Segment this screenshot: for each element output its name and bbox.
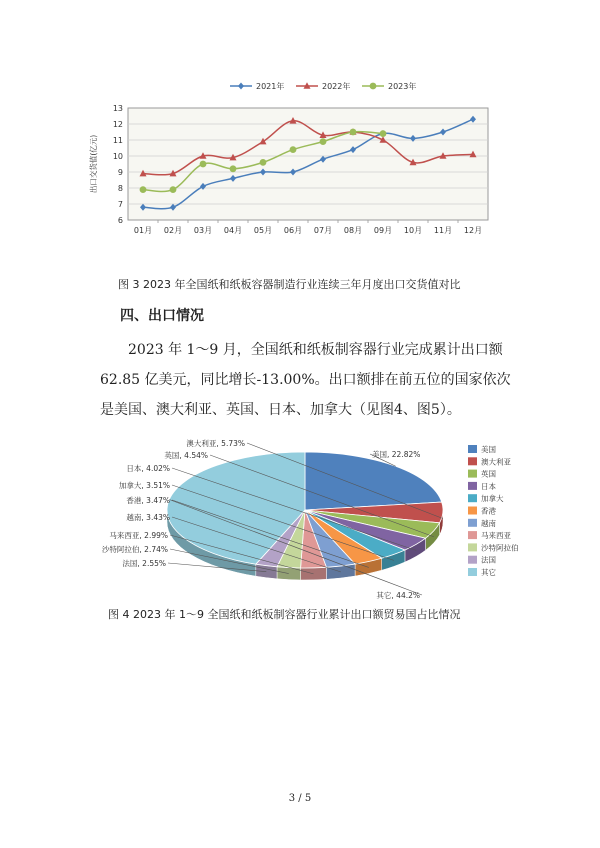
y-tick-label: 9 [117,168,123,177]
legend-label: 沙特阿拉伯 [481,543,519,553]
section-heading: 四、出口情况 [120,308,204,324]
x-tick-label: 01月 [133,226,153,235]
pie-data-label: 英国, 4.54% [164,451,208,460]
y-tick-label: 13 [112,104,123,113]
legend-swatch [468,543,477,551]
data-point [320,138,327,145]
pie-data-label: 越南, 3.43% [126,513,170,522]
legend-label: 越南 [481,518,496,528]
legend-label: 2021年 [256,82,285,91]
paragraph-line-2: 62.85 亿美元，同比增长-13.00%。出口额排在前五位的国家依次 [100,372,511,388]
pie-data-label: 马来西亚, 2.99% [109,531,168,540]
data-point [200,161,207,168]
pie-data-label: 其它, 44.2% [376,591,420,600]
data-point [380,130,387,137]
legend-label: 香港 [481,506,496,516]
paragraph-line-3: 是美国、澳大利亚、英国、日本、加拿大（见图4、图5）。 [100,402,461,418]
y-tick-label: 6 [117,216,123,225]
pie-data-label: 日本, 4.02% [126,464,170,473]
legend-marker [238,83,244,90]
x-tick-label: 02月 [163,226,183,235]
x-tick-label: 03月 [193,226,213,235]
legend-label: 2022年 [322,82,351,91]
legend-swatch [468,531,477,539]
data-point [140,186,147,193]
x-tick-label: 09月 [373,226,393,235]
y-tick-label: 11 [112,136,123,145]
legend-label: 英国 [481,469,496,479]
data-point [350,129,357,136]
data-point [260,159,267,166]
legend-swatch [468,568,477,576]
legend-label: 法国 [481,555,496,565]
figure4-caption: 图 4 2023 年 1～9 全国纸和纸板制容器行业累计出口额贸易国占比情况 [108,608,461,621]
x-tick-label: 07月 [313,226,333,235]
y-tick-label: 10 [112,152,123,161]
y-tick-label: 8 [117,184,123,193]
pie-chart [101,439,570,600]
pie-slice-side-沙特阿拉伯 [277,567,301,580]
legend-label: 日本 [481,481,496,491]
y-tick-label: 12 [112,120,123,129]
legend-swatch [468,507,477,515]
pie-slice-美国 [305,452,442,510]
legend-swatch [468,457,477,465]
legend-label: 其它 [481,568,496,577]
plot-area [128,108,488,220]
pie-data-label: 法国, 2.55% [122,559,166,568]
legend-swatch [468,445,477,453]
legend-label: 加拿大 [481,494,504,504]
x-tick-label: 05月 [253,226,273,235]
legend-swatch [468,482,477,490]
legend-label: 澳大利亚 [481,457,511,467]
legend-label: 马来西亚 [481,531,511,541]
legend-label: 2023年 [388,82,417,91]
x-tick-label: 12月 [463,226,483,235]
line-chart [80,74,500,246]
data-point [170,186,177,193]
legend-label: 美国 [481,445,496,454]
x-tick-label: 10月 [403,226,423,235]
data-point [230,165,237,172]
paragraph-line-1: 2023 年 1～9 月，全国纸和纸板制容器行业完成累计出口额 [128,342,503,358]
x-tick-label: 04月 [223,226,243,235]
data-point [290,146,297,153]
x-tick-label: 11月 [433,226,453,235]
pie-data-label: 沙特阿拉伯, 2.74% [101,545,168,554]
legend-swatch [468,519,477,527]
legend-marker [370,83,377,90]
pie-data-label: 加拿大, 3.51% [118,481,170,490]
legend-swatch [468,470,477,478]
pie-data-label: 美国, 22.82% [372,450,421,459]
legend-swatch [468,494,477,502]
y-axis-label: 出口交货值(亿元) [89,134,98,194]
pie-data-label: 澳大利亚, 5.73% [186,439,245,448]
y-tick-label: 7 [117,200,123,209]
x-tick-label: 06月 [283,226,303,235]
pie-data-label: 香港, 3.47% [126,496,170,505]
figure3-caption: 图 3 2023 年全国纸和纸板容器制造行业连续三年月度出口交货值对比 [118,278,461,291]
x-tick-label: 08月 [343,226,363,235]
page-number: 3 / 5 [288,793,312,804]
legend-swatch [468,556,477,564]
